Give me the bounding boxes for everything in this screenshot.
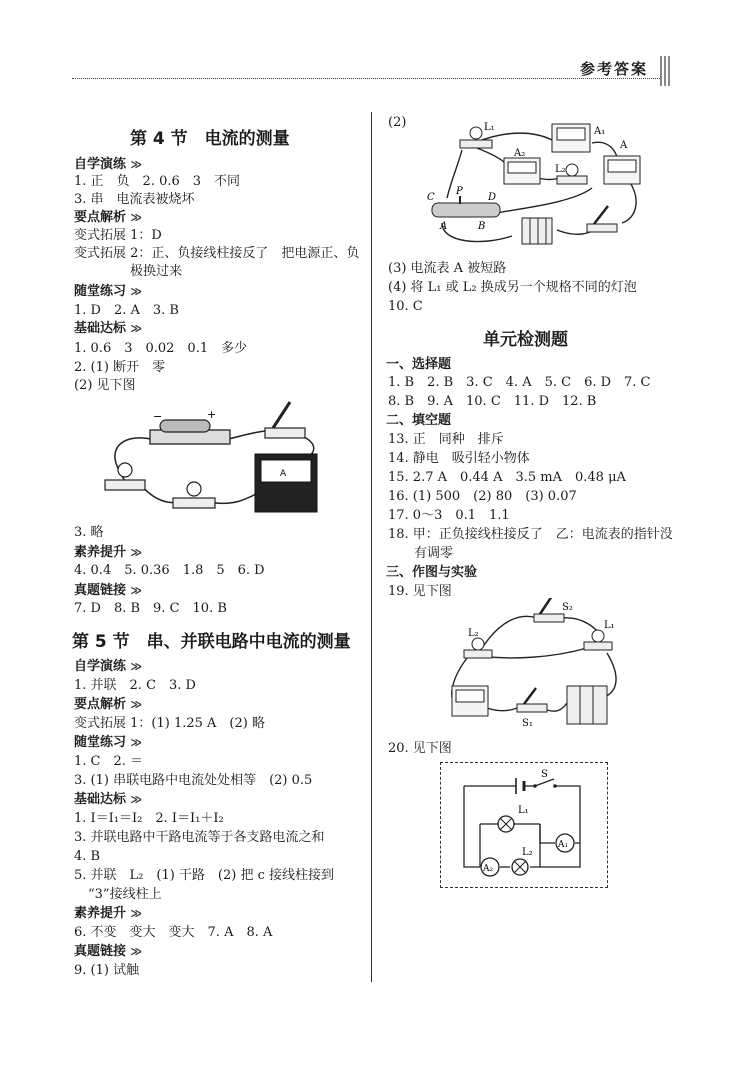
- ammeter-icon: [452, 686, 488, 716]
- switch-icon: [533, 769, 557, 788]
- fig3-L2-label: L₂: [522, 847, 533, 858]
- s4-jichu-line-4: 3. 略: [74, 525, 104, 540]
- parallel-circuit-figure-2: [432, 598, 632, 736]
- fig3-A2-label: A₂: [483, 864, 494, 874]
- header-decoration: [660, 56, 670, 86]
- ammeter-icon: [255, 454, 317, 512]
- q10: 10. C: [388, 299, 423, 314]
- label-suyang: 素养提升 ≫: [74, 545, 143, 560]
- s5-suyang-line-1: 6. 不变 变大 变大 7. A 8. A: [74, 925, 273, 940]
- fig3-A1-label: A₁: [558, 840, 569, 850]
- wire: [482, 616, 537, 648]
- battery-plus-label: +: [207, 408, 217, 421]
- unit-fill-17: 17. 0～3 0.1 1.1: [388, 508, 510, 523]
- label-suitang: 随堂练习 ≫: [74, 284, 143, 299]
- parallel-circuit-figure-1: [422, 118, 652, 250]
- fig1-D-label: D: [488, 192, 497, 203]
- fig1-P-label: P: [456, 186, 463, 197]
- s5-yaodian-line-1: 变式拓展 1：(1) 1.25 A (2) 略: [74, 716, 265, 731]
- label-zixue: 自学演练 ≫: [74, 157, 143, 172]
- fig1-B-label: B: [478, 221, 486, 232]
- s5-jichu-line-5: “3”接线柱上: [88, 887, 162, 902]
- wire: [540, 786, 580, 867]
- unit-fill-15: 15. 2.7 A 0.44 A 3.5 mA 0.48 μA: [388, 470, 626, 485]
- s5-suitang-line-2: 3. (1) 串联电路中电流处处相等 (2) 0.5: [74, 773, 313, 788]
- s5-jichu-line-3: 4. B: [74, 849, 101, 864]
- unit-fill-13: 13. 正 同种 排斥: [388, 432, 504, 447]
- unit-fill-18-cont: 有调零: [414, 546, 454, 561]
- unit-choice-line-1: 1. B 2. B 3. C 4. A 5. C 6. D 7. C: [388, 375, 651, 390]
- bulb-icon: [555, 164, 587, 184]
- bulb-icon: [464, 628, 492, 658]
- fig1-L1-label: L₁: [484, 122, 495, 133]
- wire: [547, 703, 567, 711]
- unit-fill-14: 14. 静电 吸引轻小物体: [388, 451, 530, 466]
- fig1-L2-label: L₂: [555, 164, 566, 175]
- fig2-S2-label: S₂: [562, 602, 573, 613]
- wire: [540, 824, 555, 843]
- parallel-schematic: [440, 762, 608, 888]
- q9-2-label: (2): [388, 115, 407, 130]
- switch-icon: [587, 206, 617, 232]
- fig1-A2-label: A₂: [514, 148, 526, 159]
- label-yaodian: 要点解析 ≫: [74, 697, 143, 712]
- s4-zhenti-line-1: 7. D 8. B 9. C 10. B: [74, 601, 227, 616]
- label-zixue: 自学演练 ≫: [74, 659, 143, 674]
- wire: [464, 786, 480, 867]
- s5-zixue-line-1: 1. 并联 2. C 3. D: [74, 678, 196, 693]
- lamp-icon: [512, 847, 533, 875]
- label-suitang: 随堂练习 ≫: [74, 735, 143, 750]
- series-circuit-figure: [95, 392, 345, 522]
- q9-3: (3) 电流表 A 被短路: [388, 261, 507, 276]
- s4-yaodian-line-3: 极换过来: [130, 264, 183, 279]
- label-zhenti: 真题链接 ≫: [74, 583, 143, 598]
- label-jichu: 基础达标 ≫: [74, 321, 143, 336]
- s4-jichu-line-1: 1. 0.6 3 0.02 0.1 多少: [74, 341, 248, 356]
- header-dotted-line: [72, 78, 660, 79]
- wire: [210, 492, 260, 503]
- s4-zixue-line-1: 1. 正 负 2. 0.6 3 不同: [74, 174, 241, 189]
- s4-yaodian-line-2: 变式拓展 2：正、负接线柱接反了 把电源正、负: [74, 246, 360, 261]
- label-zhenti: 真题链接 ≫: [74, 944, 143, 959]
- label-suyang: 素养提升 ≫: [74, 906, 143, 921]
- battery-icon: [150, 408, 230, 444]
- section-5-title: 第 5 节 串、并联电路中电流的测量: [72, 632, 351, 652]
- unit-fill-16: 16. (1) 500 (2) 80 (3) 0.07: [388, 489, 577, 504]
- fig1-A1-label: A₁: [594, 126, 606, 137]
- fig3-S-label: S: [541, 769, 548, 780]
- ammeter-label: A: [280, 469, 287, 479]
- s4-jichu-line-2: 2. (1) 断开 零: [74, 360, 166, 375]
- fig1-A-label: A: [620, 140, 628, 151]
- column-divider: [371, 112, 372, 982]
- cell-icon: [516, 778, 524, 794]
- unit-heading-2: 二、填空题: [386, 413, 452, 428]
- wire: [530, 824, 540, 867]
- fig2-L1-label: L₁: [604, 620, 615, 631]
- s5-suitang-line-1: 1. C 2. ＝: [74, 754, 144, 769]
- wire: [497, 188, 592, 213]
- ammeter-symbol: [481, 858, 499, 876]
- header-tag: 参考答案: [580, 60, 649, 78]
- battery-icon: [522, 218, 552, 244]
- s4-suyang-line-1: 4. 0.4 5. 0.36 1.8 5 6. D: [74, 563, 265, 578]
- battery-minus-label: −: [153, 410, 163, 423]
- bulb-icon: [173, 482, 215, 508]
- label-jichu: 基础达标 ≫: [74, 792, 143, 807]
- q9-4: (4) 将 L₁ 或 L₂ 换成另一个规格不同的灯泡: [388, 280, 637, 295]
- switch-icon: [517, 688, 547, 729]
- unit-heading-1: 一、选择题: [386, 357, 452, 372]
- unit-fill-18: 18. 甲：正负接线柱接反了 乙：电流表的指针没: [388, 527, 673, 542]
- fig2-S1-label: S₁: [522, 718, 533, 729]
- battery-icon: [567, 686, 607, 724]
- wire: [487, 708, 517, 711]
- bulb-icon: [460, 122, 495, 148]
- s5-jichu-line-4: 5. 并联 L₂ (1) 干路 (2) 把 c 接线柱接到: [74, 868, 335, 883]
- s4-yaodian-line-1: 变式拓展 1：D: [74, 228, 162, 243]
- lamp-icon: [498, 805, 529, 832]
- s5-zhenti-line-1: 9. (1) 试触: [74, 963, 140, 978]
- wire: [442, 223, 512, 242]
- ammeter-icon: [504, 148, 540, 184]
- bulb-icon: [105, 463, 145, 490]
- section-4-title: 第 4 节 电流的测量: [130, 129, 290, 149]
- fig1-terminal-A-label: A: [440, 221, 448, 232]
- unit-q20: 20. 见下图: [388, 741, 452, 756]
- s5-jichu-line-2: 3. 并联电路中干路电流等于各支路电流之和: [74, 830, 325, 845]
- unit-test-title: 单元检测题: [483, 330, 568, 350]
- unit-heading-3: 三、作图与实验: [386, 565, 478, 580]
- s4-zixue-line-2: 3. 串 电流表被烧坏: [74, 192, 195, 207]
- s5-jichu-line-1: 1. I＝I₁＝I₂ 2. I＝I₁＋I₂: [74, 811, 224, 826]
- fig1-C-label: C: [427, 192, 435, 203]
- ammeter-icon: [552, 124, 605, 152]
- switch-icon: [265, 402, 305, 438]
- fig2-L2-label: L₂: [468, 628, 479, 639]
- ammeter-symbol: [556, 834, 574, 852]
- unit-q19: 19. 见下图: [388, 584, 452, 599]
- unit-choice-line-2: 8. B 9. A 10. C 11. D 12. B: [388, 394, 597, 409]
- label-yaodian: 要点解析 ≫: [74, 210, 143, 225]
- rheostat-icon: [427, 186, 500, 232]
- s4-jichu-line-3: (2) 见下图: [74, 378, 136, 393]
- s4-suitang-line-1: 1. D 2. A 3. B: [74, 303, 179, 318]
- fig3-L1-label: L₁: [518, 805, 529, 816]
- wire: [622, 178, 636, 223]
- wire: [477, 648, 587, 658]
